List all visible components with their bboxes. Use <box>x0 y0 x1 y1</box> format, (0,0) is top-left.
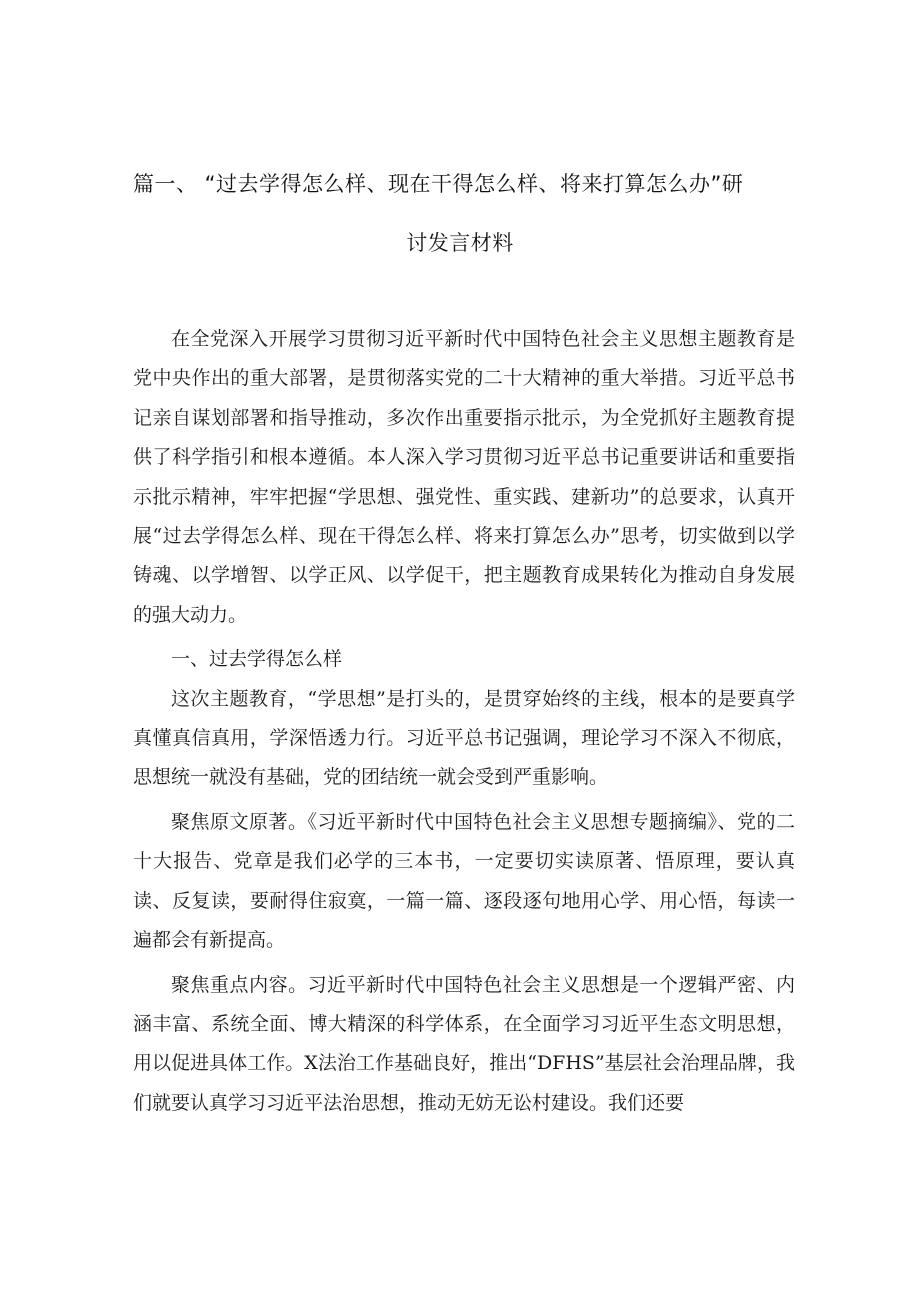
section-paragraph: 聚焦原文原著。《习近平新时代中国特色社会主义思想专题摘编》、党的二十大报告、党章是我们必学的三本书，一定要切实读原著、悟原理，要认真读、反复读，要耐得住寂寞，一篇一篇、逐段逐句地用心学、用心悟，每读一遍都会有新提高。 <box>133 810 795 952</box>
intro-paragraph: 在全党深入开展学习贯彻习近平新时代中国特色社会主义思想主题教育是党中央作出的重大部署，是贯彻落实党的二十大精神的重大举措。习近平总书记亲自谋划部署和指导推动，多次作出重要指示批示，为全党抓好主题教育提供了科学指引和根本遵循。本人深入学习贯彻习近平总书记重要讲话和重要指示批示精神，牢牢把握“学思想、强党性、重实践、建新功”的总要求，认真开展“过去学得怎么样、现在干得怎么样、将来打算怎么办”思考，切实做到以学铸魂、以学增智、以学正风、以学促干，把主题教育成果转化为推动自身发展的强大动力。 <box>133 328 795 626</box>
document-body <box>133 320 795 1123</box>
document-title-line-2: 讨发言材料 <box>406 231 514 255</box>
section-paragraph: 这次主题教育，“学思想”是打头的，是贯穿始终的主线，根本的是要真学真懂真信真用，学深悟透力行。习近平总书记强调，理论学习不深入不彻底，思想统一就没有基础，党的团结统一就会受到严重影响。 <box>133 687 795 789</box>
section-heading: 一、过去学得怎么样 <box>171 648 343 671</box>
section-paragraph: 聚焦重点内容。习近平新时代中国特色社会主义思想是一个逻辑严密、内涵丰富、系统全面、博大精深的科学体系，在全面学习习近平生态文明思想，用以促进具体工作。X法治工作基础良好，推出“DFHS”基层社会治理品牌，我们就要认真学习习近平法治思想，推动无妨无讼村建设。我们还要 <box>133 973 795 1114</box>
document-title-line-1: 篇一、 “过去学得怎么样、现在干得怎么样、将来打算怎么办”研 <box>133 172 744 196</box>
